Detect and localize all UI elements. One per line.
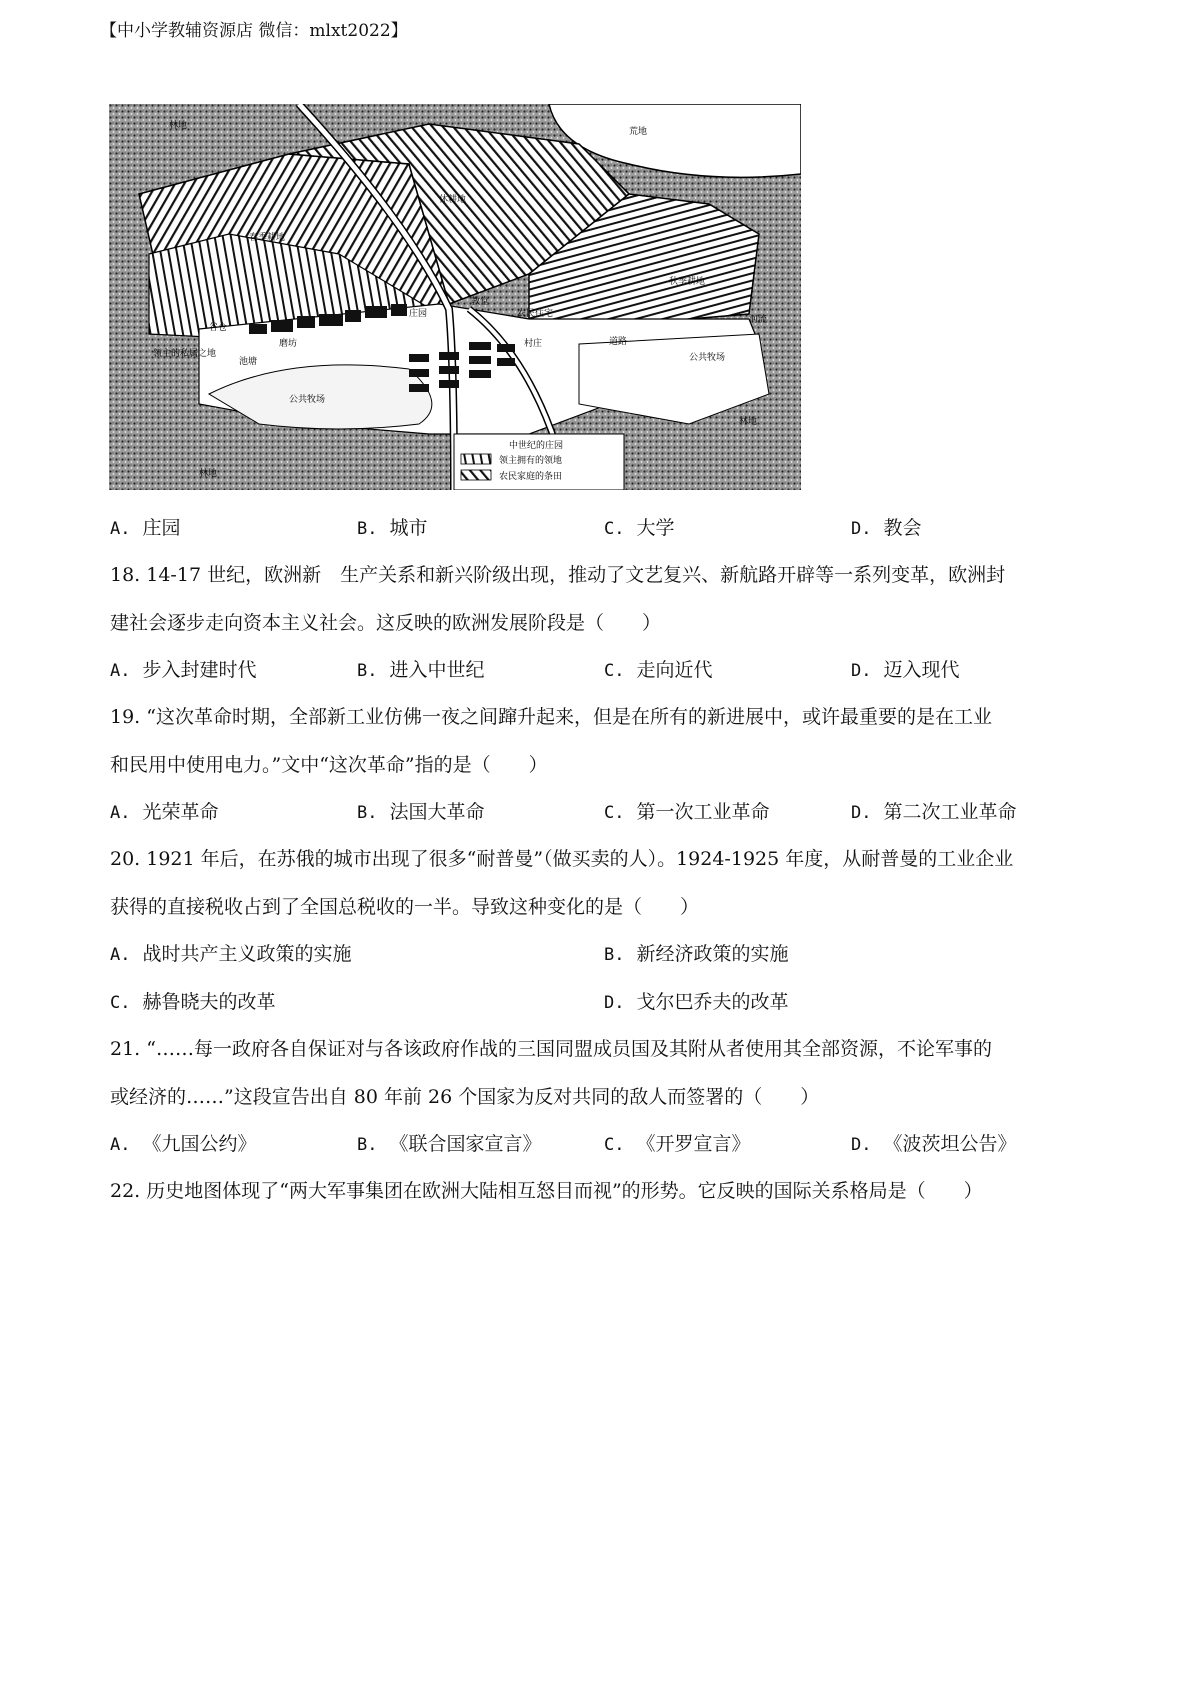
q19-option-d[interactable]	[851, 798, 1017, 827]
option-text: 庄园	[142, 517, 181, 539]
option-key: A.	[110, 803, 131, 823]
option-key: C.	[604, 661, 625, 681]
map-label-wasteland: 荒地	[629, 127, 648, 137]
q22-stem-line1: 22. 历史地图体现了“两大军事集团在欧洲大陆相互怒目而视”的形势。它反映的国际关系格局是（ ）	[110, 1180, 983, 1202]
option-key: D.	[851, 661, 872, 681]
map-label-road: 道路	[609, 337, 628, 347]
option-text: 步入封建时代	[142, 659, 257, 681]
q21-stem-line1: 21. “……每一政府各自保证对与各该政府作战的三国同盟成员国及其附从者使用其全部资源，不论军事的	[110, 1038, 992, 1060]
option-text: 大学	[636, 517, 675, 539]
q19-option-b[interactable]	[357, 798, 485, 827]
q19-option-a[interactable]	[110, 798, 219, 827]
page-header-watermark: 【中小学教辅资源店 微信：mlxt2022】	[100, 21, 408, 41]
q18-option-d[interactable]	[851, 656, 960, 685]
q19-stem-line2: 和民用中使用电力。”文中“这次革命”指的是（ ）	[110, 754, 548, 776]
option-text: 《波茨坦公告》	[883, 1133, 1017, 1155]
option-key: D.	[851, 1135, 872, 1155]
q17-option-c[interactable]	[604, 514, 675, 543]
q17-option-a[interactable]	[110, 514, 181, 543]
q21-option-c[interactable]	[604, 1130, 751, 1159]
option-text: 戈尔巴乔夫的改革	[636, 991, 789, 1013]
map-label-river: 河流	[749, 315, 768, 325]
map-label-granary: 谷仓	[209, 323, 228, 333]
q18-stem-line2: 建社会逐步走向资本主义社会。这反映的欧洲发展阶段是（ ）	[110, 612, 662, 634]
option-key: C.	[604, 519, 625, 539]
option-text: 法国大革命	[389, 801, 485, 823]
option-text: 《联合国家宣言》	[389, 1133, 542, 1155]
option-key: B.	[357, 519, 378, 539]
option-key: D.	[851, 803, 872, 823]
map-label-manor: 庄园	[409, 309, 428, 319]
q21-option-a[interactable]	[110, 1130, 257, 1159]
q21-option-b[interactable]	[357, 1130, 542, 1159]
legend-item-lord-land: 领主拥有的领地	[499, 456, 563, 466]
map-label-village: 村庄	[524, 339, 543, 349]
map-label-autumn-field: 秋季耕地	[669, 277, 706, 287]
option-text: 教会	[883, 517, 922, 539]
option-key: A.	[110, 519, 131, 539]
map-label-pasture-right: 公共牧场	[689, 353, 726, 363]
option-key: B.	[357, 1135, 378, 1155]
option-text: 第一次工业革命	[636, 801, 770, 823]
option-text: 迈入现代	[883, 659, 960, 681]
option-text: 《开罗宣言》	[636, 1133, 751, 1155]
q17-option-b[interactable]	[357, 514, 428, 543]
q20-option-b[interactable]	[604, 940, 789, 969]
map-legend	[454, 434, 624, 490]
q18-stem-line1: 18. 14-17 世纪，欧洲新 生产关系和新兴阶级出现，推动了文艺复兴、新航路开辟等一系列变革，欧洲封	[110, 564, 1006, 586]
map-label-forest-br: 林地	[739, 417, 758, 427]
option-text: 新经济政策的实施	[636, 943, 789, 965]
q21-stem-line2: 或经济的……”这段宣告出自 80 年前 26 个国家为反对共同的敌人而签署的（ ）	[110, 1086, 820, 1108]
option-key: B.	[604, 945, 625, 965]
map-label-mill: 磨坊	[279, 339, 298, 349]
option-key: B.	[357, 803, 378, 823]
manor-map-figure	[109, 104, 801, 490]
option-text: 第二次工业革命	[883, 801, 1017, 823]
option-key: C.	[110, 993, 131, 1013]
map-label-forest-tl: 林地	[169, 121, 188, 131]
legend-title: 中世纪的庄园	[509, 441, 564, 451]
map-label-spring-field: 春季耕地	[249, 233, 286, 243]
q19-option-c[interactable]	[604, 798, 770, 827]
option-key: A.	[110, 661, 131, 681]
q20-stem-line2: 获得的直接税收占到了全国总税收的一半。导致这种变化的是（ ）	[110, 896, 700, 918]
q17-option-d[interactable]	[851, 514, 922, 543]
legend-item-peasant-strips: 农民家庭的条田	[499, 472, 563, 482]
option-text: 赫鲁晓夫的改革	[142, 991, 276, 1013]
q20-stem-line1: 20. 1921 年后，在苏俄的城市出现了很多“耐普曼”（做买卖的人）。1924-1925 年度，从耐普曼的工业企业	[110, 848, 1014, 870]
q19-stem-line1: 19. “这次革命时期，全部新工业仿佛一夜之间蹿升起来，但是在所有的新进展中，或许最重要的是在工业	[110, 706, 992, 728]
option-text: 进入中世纪	[389, 659, 485, 681]
q20-option-c[interactable]	[110, 988, 276, 1017]
option-key: C.	[604, 803, 625, 823]
option-text: 光荣革命	[142, 801, 219, 823]
map-label-pond: 池塘	[239, 357, 258, 367]
map-label-forest-bl: 林地	[199, 469, 218, 479]
map-label-village-row: 农民住宅	[517, 309, 554, 319]
map-label-church: 教堂	[471, 297, 490, 307]
option-text: 《九国公约》	[142, 1133, 257, 1155]
option-key: C.	[604, 1135, 625, 1155]
option-key: A.	[110, 1135, 131, 1155]
q21-option-d[interactable]	[851, 1130, 1017, 1159]
q18-option-b[interactable]	[357, 656, 485, 685]
map-label-pasture-bottom: 公共牧场	[289, 395, 326, 405]
option-key: D.	[851, 519, 872, 539]
q18-option-a[interactable]	[110, 656, 257, 685]
option-text: 城市	[389, 517, 428, 539]
option-text: 走向近代	[636, 659, 713, 681]
q18-option-c[interactable]	[604, 656, 713, 685]
option-key: A.	[110, 945, 131, 965]
q20-option-d[interactable]	[604, 988, 789, 1017]
option-key: D.	[604, 993, 625, 1013]
map-label-lord-land: 领主的私属之地	[153, 349, 217, 359]
option-key: B.	[357, 661, 378, 681]
map-label-fallow: 休耕地	[439, 195, 467, 205]
q20-option-a[interactable]	[110, 940, 352, 969]
option-text: 战时共产主义政策的实施	[142, 943, 352, 965]
